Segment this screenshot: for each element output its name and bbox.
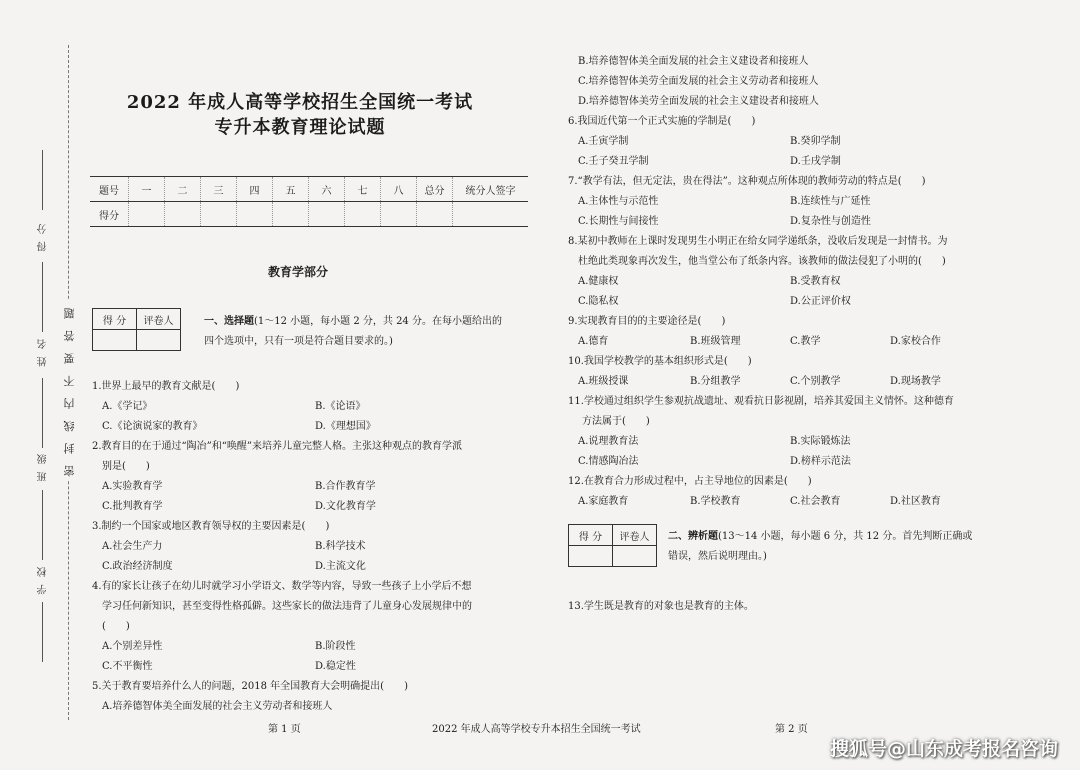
option: D.现场教学 (890, 376, 941, 387)
option: C.隐私权 (578, 296, 619, 307)
score-header-cell: 统分人签字 (453, 177, 529, 202)
option: C.政治经济制度 (102, 561, 173, 572)
option: B.阶段性 (315, 641, 356, 652)
option: A.说理教育法 (578, 436, 639, 447)
score-cell (381, 202, 417, 227)
option: B.合作教育学 (315, 481, 376, 492)
option: D.公正评价权 (790, 296, 851, 307)
option: B.受教育权 (790, 276, 841, 287)
question-8-cont: 杜绝此类现象再次发生，他当堂公布了纸条内容。该教师的做法侵犯了小明的( ) (578, 256, 946, 267)
score-header-cell: 四 (237, 177, 273, 202)
option: D.文化教育学 (315, 501, 376, 512)
option: C.不平衡性 (102, 661, 153, 672)
question-4-cont: ( ) (102, 621, 130, 632)
sidebar-rule (42, 262, 43, 332)
section-title: 教育学部分 (268, 265, 329, 279)
option: D.主流文化 (315, 561, 366, 572)
grader-box (92, 308, 181, 351)
grader-cell (93, 330, 137, 351)
question-4: 4.有的家长让孩子在幼儿时就学习小学语文、数学等内容，导致一些孩子上小学后不想 (92, 581, 472, 592)
score-row-label: 得分 (90, 202, 129, 227)
page-number-right: 第 2 页 (775, 724, 808, 735)
option: A.家庭教育 (578, 496, 629, 507)
part2-instr-text: 错误，然后说明理由。) (668, 551, 767, 562)
sidebar-rule (42, 490, 43, 560)
question-2: 2.教育目的在于通过“陶冶”和“唤醒”来培养儿童完整人格。主张这种观点的教育学派 (92, 441, 462, 452)
exam-title: 2022 年成人高等学校招生全国统一考试 (126, 92, 474, 113)
option: C.社会教育 (790, 496, 841, 507)
option: C.壬子癸丑学制 (578, 156, 649, 167)
option: A.《学记》 (102, 401, 153, 412)
score-cell (273, 202, 309, 227)
score-cell (201, 202, 237, 227)
question-2-cont: 别是( ) (102, 461, 150, 472)
option: A.健康权 (578, 276, 619, 287)
option: A.个别差异性 (102, 641, 163, 652)
question-7: 7.“教学有法，但无定法，贵在得法”。这种观点所体现的教师劳动的特点是( ) (568, 176, 926, 187)
score-header-cell: 六 (309, 177, 345, 202)
score-cell (165, 202, 201, 227)
part1-instructions (204, 312, 502, 352)
score-cell (453, 202, 529, 227)
score-header-cell: 二 (165, 177, 201, 202)
part1-instr-text: 四个选项中，只有一项是符合题目要求的。) (204, 336, 393, 347)
score-header-cell: 五 (273, 177, 309, 202)
option: A.实验教育学 (102, 481, 163, 492)
question-1: 1.世界上最早的教育文献是( ) (92, 381, 240, 392)
score-cell (129, 202, 165, 227)
sidebar-score-label: 得 分 (38, 222, 49, 252)
grader-score-label: 得 分 (93, 309, 137, 330)
grader-cell (569, 546, 613, 567)
question-11: 11.学校通过组织学生参观抗战遗址、观看抗日影视剧，培养其爱国主义情怀。这种德育 (568, 396, 954, 407)
option: A.主体性与示范性 (578, 196, 659, 207)
question-9: 9.实现教育目的的主要途径是( ) (568, 316, 726, 327)
option: B.连续性与广延性 (790, 196, 871, 207)
option: A.社会生产力 (102, 541, 163, 552)
seal-warning: 密 封 线 内 不 要 答 题 (62, 300, 78, 480)
part1-instr-text: (1～12 小题，每小题 2 分，共 24 分。在每小题给出的 (254, 316, 502, 327)
option: B.学校教育 (690, 496, 741, 507)
footer-exam-name: 2022 年成人高等学校专升本招生全国统一考试 (432, 724, 641, 735)
part2-title: 二、辨析题 (668, 531, 718, 542)
option: A.班级授课 (578, 376, 629, 387)
sidebar-class-label: 班 级 (38, 452, 49, 482)
score-header-cell: 七 (345, 177, 381, 202)
grader-box (568, 524, 657, 567)
option: C.教学 (790, 336, 821, 347)
watermark: 搜狐号@山东成考报名咨询 (829, 738, 1058, 760)
score-header-cell: 题号 (90, 177, 129, 202)
option: A.德育 (578, 336, 609, 347)
option: C.个别教学 (790, 376, 841, 387)
option: D.复杂性与创造性 (790, 216, 871, 227)
option: D.家校合作 (890, 336, 941, 347)
score-header-cell: 总分 (417, 177, 453, 202)
sidebar-rule (42, 150, 43, 210)
question-5: 5.关于教育要培养什么人的问题，2018 年全国教育大会明确提出( ) (92, 681, 408, 692)
score-table-score-row (90, 202, 528, 227)
part2-instr-text: (13～14 小题，每小题 6 分，共 12 分。首先判断正确或 (718, 531, 973, 542)
score-header-cell: 三 (201, 177, 237, 202)
question-6: 6.我国近代第一个正式实施的学制是( ) (568, 116, 756, 127)
sidebar-name-label: 姓 名 (38, 337, 49, 367)
score-header-cell: 一 (129, 177, 165, 202)
option: A.培养德智体美全面发展的社会主义劳动者和接班人 (102, 701, 333, 712)
grader-score-label: 得 分 (569, 525, 613, 546)
option: B.科学技术 (315, 541, 366, 552)
option: D.培养德智体美劳全面发展的社会主义建设者和接班人 (578, 96, 819, 107)
question-10: 10.我国学校教学的基本组织形式是( ) (568, 356, 752, 367)
option: B.分组教学 (690, 376, 741, 387)
question-3: 3.制约一个国家或地区教育领导权的主要因素是( ) (92, 521, 330, 532)
sidebar-rule (42, 602, 43, 662)
part2-instructions (668, 527, 972, 567)
exam-subtitle: 专升本教育理论试题 (214, 117, 386, 138)
page-number-left: 第 1 页 (268, 724, 301, 735)
sidebar-rule (42, 378, 43, 448)
option: B.班级管理 (690, 336, 741, 347)
option: C.《论演说家的教育》 (102, 421, 203, 432)
option: B.癸卯学制 (790, 136, 841, 147)
option: B.《论语》 (315, 401, 366, 412)
grader-name-label: 评卷人 (613, 525, 657, 546)
sidebar-school-label: 学 校 (38, 565, 49, 595)
score-header-cell: 八 (381, 177, 417, 202)
question-12: 12.在教育合力形成过程中，占主导地位的因素是( ) (568, 476, 812, 487)
option: C.批判教育学 (102, 501, 163, 512)
grader-cell (137, 330, 181, 351)
score-table (90, 176, 528, 227)
grader-cell (613, 546, 657, 567)
option: C.培养德智体美劳全面发展的社会主义劳动者和接班人 (578, 76, 819, 87)
score-table-header-row (90, 177, 528, 202)
score-cell (345, 202, 381, 227)
option: D.壬戌学制 (790, 156, 841, 167)
option: C.情感陶冶法 (578, 456, 639, 467)
option: D.社区教育 (890, 496, 941, 507)
question-13: 13.学生既是教育的对象也是教育的主体。 (568, 601, 754, 612)
part1-title: 一、选择题 (204, 316, 254, 327)
grader-name-label: 评卷人 (137, 309, 181, 330)
question-11-cont: 方法属于( ) (582, 416, 650, 427)
option: B.培养德智体美全面发展的社会主义建设者和接班人 (578, 56, 809, 67)
option: B.实际锻炼法 (790, 436, 851, 447)
question-4-cont: 学习任何新知识，甚至变得性格孤僻。这些家长的做法违背了儿童身心发展规律中的 (102, 601, 472, 612)
score-cell (237, 202, 273, 227)
question-8: 8.某初中教师在上课时发现男生小明正在给女同学递纸条，没收后发现是一封情书。为 (568, 236, 948, 247)
option: D.稳定性 (315, 661, 356, 672)
score-cell (309, 202, 345, 227)
option: D.榜样示范法 (790, 456, 851, 467)
score-cell (417, 202, 453, 227)
option: D.《理想国》 (315, 421, 376, 432)
option: A.壬寅学制 (578, 136, 629, 147)
option: C.长期性与间接性 (578, 216, 659, 227)
